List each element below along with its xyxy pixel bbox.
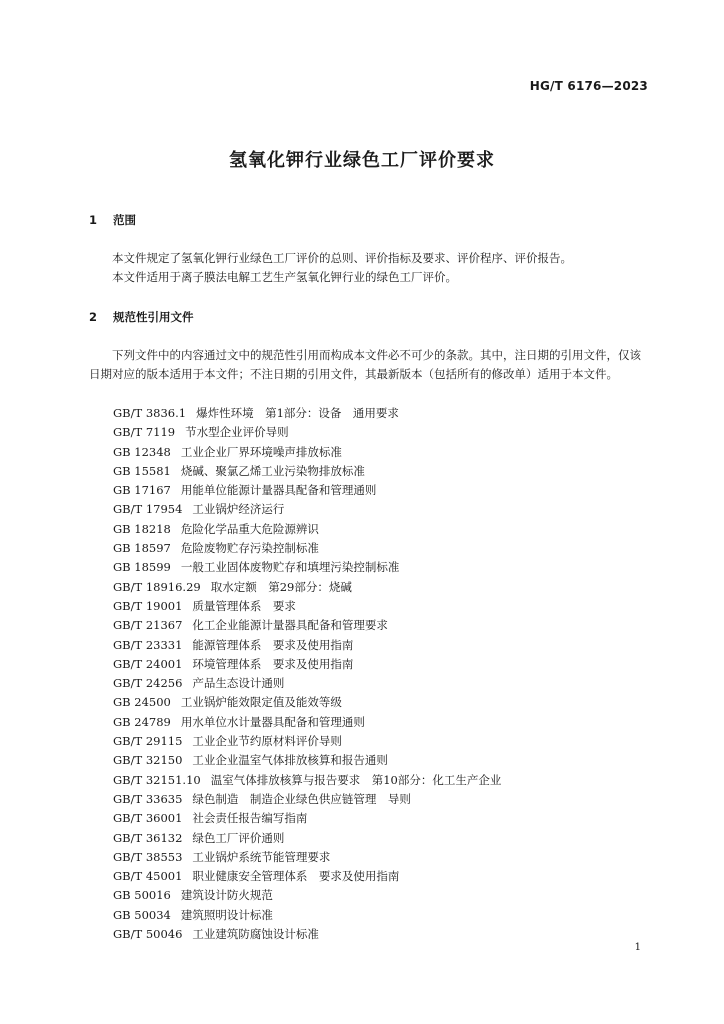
reference-item [113,481,501,500]
reference-item [113,790,501,809]
reference-item [113,423,501,442]
reference-list [113,404,501,944]
reference-title: 取水定额 第29部分：烧碱 [210,579,352,594]
section-number: 2 [89,310,98,324]
reference-item [113,539,501,558]
section-title: 规范性引用文件 [113,310,194,324]
reference-code: GB/T 19001 [113,598,183,613]
reference-item [113,616,501,635]
reference-code: GB/T 21367 [113,618,183,633]
reference-item [113,500,501,519]
reference-title: 工业锅炉系统节能管理要求 [192,849,331,864]
reference-code: GB/T 36132 [113,830,183,845]
section-title: 范围 [113,213,136,227]
reference-code: GB/T 38553 [113,849,183,864]
reference-code: GB 18218 [113,521,171,536]
reference-code: GB/T 23331 [113,637,183,652]
reference-title: 社会责任报告编写指南 [192,811,308,826]
reference-item [113,655,501,674]
reference-code: GB 24500 [113,695,171,710]
reference-item [113,693,501,712]
reference-code: GB 18597 [113,541,171,556]
reference-item [113,886,501,905]
reference-item [113,597,501,616]
reference-title: 工业企业厂界环境噪声排放标准 [180,444,342,459]
reference-title: 建筑照明设计标准 [180,907,273,922]
document-title: 氢氧化钾行业绿色工厂评价要求 [229,150,495,171]
scope-paragraphs [89,249,649,287]
reference-code: GB 18599 [113,560,171,575]
section-heading-scope [89,212,136,228]
reference-code: GB/T 24001 [113,656,183,671]
reference-item [113,443,501,462]
reference-title: 用能单位能源计量器具配备和管理通则 [180,483,377,498]
reference-item [113,520,501,539]
reference-title: 能源管理体系 要求及使用指南 [192,637,354,652]
reference-code: GB/T 50046 [113,927,183,942]
reference-title: 工业锅炉经济运行 [192,502,285,517]
reference-item [113,636,501,655]
paragraph: 本文件适用于离子膜法电解工艺生产氢氧化钾行业的绿色工厂评价。 [112,270,457,284]
reference-item [113,713,501,732]
reference-code: GB 24789 [113,714,171,729]
reference-title: 建筑设计防火规范 [180,888,273,903]
reference-title: 质量管理体系 要求 [192,598,296,613]
reference-code: GB/T 36001 [113,811,183,826]
reference-item [113,867,501,886]
reference-item [113,848,501,867]
section-number: 1 [89,213,98,227]
references-intro [89,346,649,384]
section-heading-normative-references [89,309,194,325]
reference-title: 化工企业能源计量器具配备和管理要求 [192,618,388,633]
reference-code: GB/T 33635 [113,791,183,806]
reference-item [113,925,501,944]
paragraph: 本文件规定了氢氧化钾行业绿色工厂评价的总则、评价指标及要求、评价程序、评价报告。 [112,251,572,265]
reference-title: 危险废物贮存污染控制标准 [180,541,319,556]
reference-item [113,558,501,577]
reference-title: 工业企业节约原材料评价导则 [192,734,342,749]
reference-code: GB 15581 [113,463,171,478]
page-number: 1 [634,942,641,953]
reference-title: 温室气体排放核算与报告要求 第10部分：化工生产企业 [210,772,502,787]
reference-code: GB/T 45001 [113,869,183,884]
reference-title: 绿色制造 制造企业绿色供应链管理 导则 [192,791,411,806]
standard-number: HG/T 6176—2023 [529,79,648,93]
reference-title: 产品生态设计通则 [192,676,285,691]
reference-item [113,732,501,751]
reference-title: 危险化学品重大危险源辨识 [180,521,319,536]
reference-code: GB 12348 [113,444,171,459]
reference-item [113,462,501,481]
reference-title: 烧碱、聚氯乙烯工业污染物排放标准 [180,463,365,478]
reference-code: GB/T 17954 [113,502,183,517]
reference-title: 绿色工厂评价通则 [192,830,285,845]
reference-title: 工业企业温室气体排放核算和报告通则 [192,753,388,768]
reference-code: GB/T 32150 [113,753,183,768]
reference-title: 节水型企业评价导则 [185,425,289,440]
reference-title: 职业健康安全管理体系 要求及使用指南 [192,869,400,884]
reference-code: GB/T 3836.1 [113,406,187,420]
reference-item [113,674,501,693]
reference-title: 爆炸性环境 第1部分：设备 通用要求 [196,406,399,420]
reference-title: 一般工业固体废物贮存和填埋污染控制标准 [180,560,400,575]
reference-item [113,578,501,597]
reference-code: GB/T 24256 [113,676,183,691]
reference-title: 工业锅炉能效限定值及能效等级 [180,695,342,710]
reference-code: GB/T 32151.10 [113,772,201,787]
reference-item [113,771,501,790]
reference-item [113,829,501,848]
reference-code: GB/T 18916.29 [113,579,201,594]
reference-code: GB 50016 [113,888,171,903]
reference-code: GB 50034 [113,907,171,922]
reference-code: GB/T 7119 [113,425,176,440]
reference-title: 用水单位水计量器具配备和管理通则 [180,714,365,729]
reference-item [113,809,501,828]
reference-code: GB 17167 [113,483,171,498]
reference-title: 工业建筑防腐蚀设计标准 [192,927,319,942]
reference-item [113,906,501,925]
reference-item [113,404,501,423]
reference-item [113,751,501,770]
reference-title: 环境管理体系 要求及使用指南 [192,656,354,671]
paragraph: 下列文件中的内容通过文中的规范性引用而构成本文件必不可少的条款。其中，注日期的引用文件，仅该日期对应的版本适用于本文件；不注日期的引用文件，其最新版本（包括所有的修改单）适用于本文件。 [89,348,641,381]
reference-code: GB/T 29115 [113,734,183,749]
